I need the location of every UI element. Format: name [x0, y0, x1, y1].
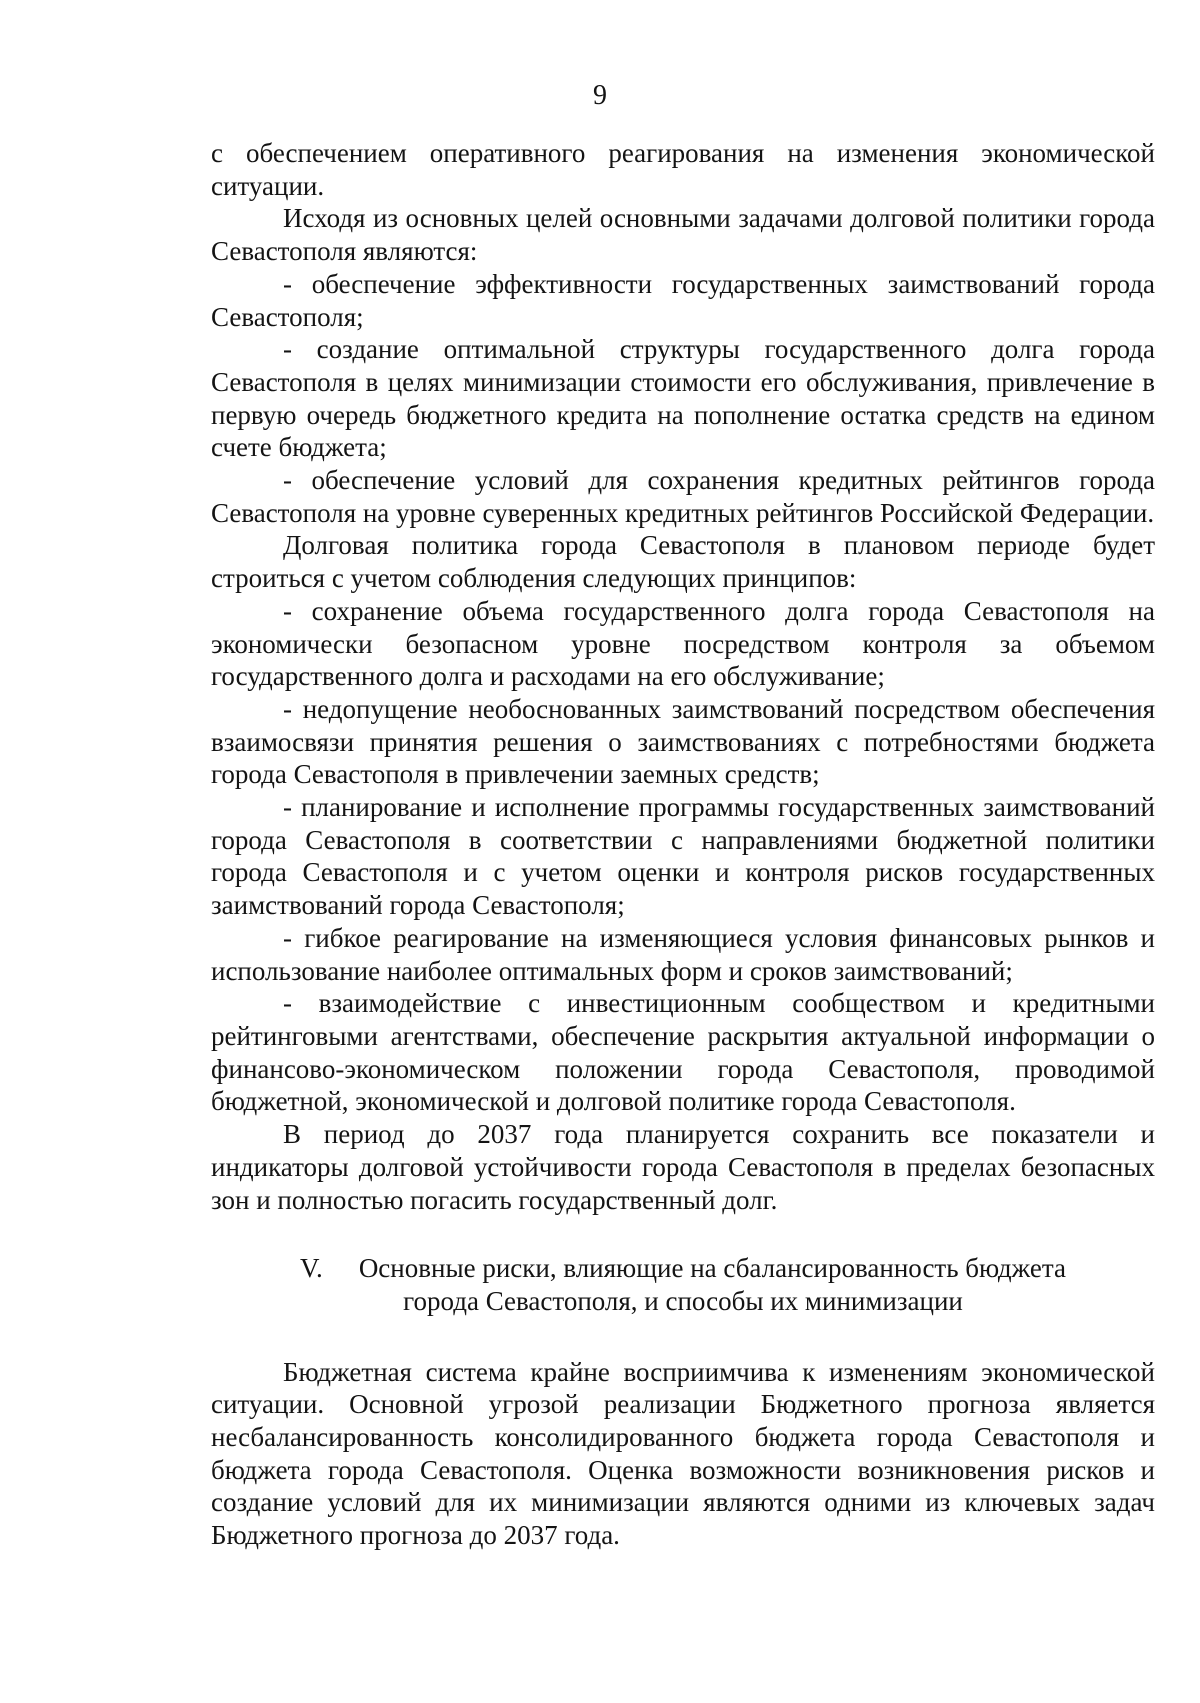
list-item: - взаимодействие с инвестиционным сообществом и кредитными рейтинговыми агентствами, обеспечение раскрытия актуальной информации о финансово-экономическом положении города Севастополя, проводимой бюджетной, экономической и долговой политике города Севастополя. [211, 988, 1155, 1117]
list-item: - недопущение необоснованных заимствований посредством обеспечения взаимосвязи принятия решения о заимствованиях с потребностями бюджета города Севастополя в привлечении заемных средств; [211, 693, 1155, 790]
page-number: 9 [593, 80, 607, 111]
paragraph: Исходя из основных целей основными задачами долговой политики города Севастополя являются: [211, 203, 1155, 267]
paragraph: В период до 2037 года планируется сохранить все показатели и индикаторы долговой устойчивости города Севастополя в пределах безопасных зон и полностью погасить государственный долг. [211, 1119, 1155, 1215]
section-title-line1: Основные риски, влияющие на сбалансированность бюджета [358, 1253, 1066, 1284]
paragraph: Долговая политика города Севастополя в плановом периоде будет строиться с учетом соблюдения следующих принципов: [211, 530, 1155, 594]
list-item: - планирование и исполнение программы государственных заимствований города Севастополя в соответствии с направлениями бюджетной политики города Севастополя и с учетом оценки и контроля рисков государственных заимствований города Севастополя; [211, 792, 1155, 921]
document-body [211, 137, 1155, 1552]
list-item: - обеспечение условий для сохранения кредитных рейтингов города Севастополя на уровне суверенных кредитных рейтингов Российской Федерации. [211, 465, 1155, 528]
paragraph: Бюджетная система крайне восприимчива к изменениям экономической ситуации. Основной угрозой реализации Бюджетного прогноза является несбалансированность консолидированного бюджета города Севастополя и бюджета города Севастополя. Оценка возможности возникновения рисков и создание условий для их минимизации являются одними из ключевых задач Бюджетного прогноза до 2037 года. [211, 1356, 1155, 1551]
list-item: - создание оптимальной структуры государственного долга города Севастополя в целях минимизации стоимости его обслуживания, привлечение в первую очередь бюджетного кредита на пополнение остатка средств на едином счете бюджета; [211, 334, 1155, 463]
section-number: V. [300, 1253, 323, 1284]
section-heading [211, 1252, 1155, 1317]
section-title-line2: города Севастополя, и способы их минимизации [403, 1285, 963, 1316]
list-item: - обеспечение эффективности государственных заимствований города Севастополя; [211, 268, 1155, 332]
list-item: - сохранение объема государственного долга города Севастополя на экономически безопасном уровне посредством контроля за объемом государственного долга и расходами на его обслуживание; [211, 595, 1155, 692]
list-item: - гибкое реагирование на изменяющиеся условия финансовых рынков и использование наиболее оптимальных форм и сроков заимствований; [211, 922, 1155, 986]
section-heading-line1 [211, 1252, 1155, 1285]
paragraph: с обеспечением оперативного реагирования на изменения экономической ситуации. [211, 138, 1155, 201]
